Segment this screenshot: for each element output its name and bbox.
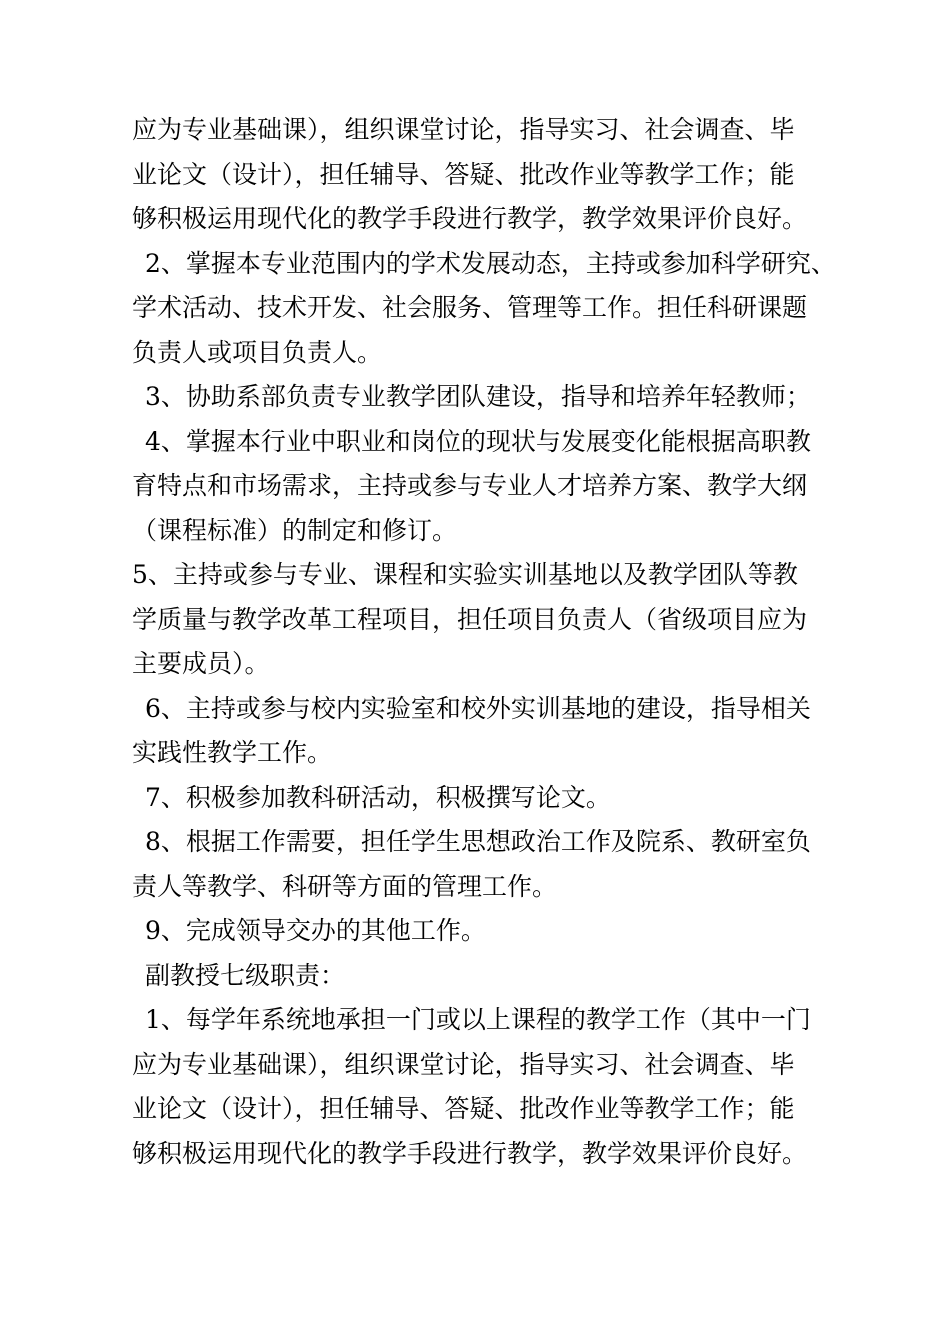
text-line: 3、协助系部负责专业教学团队建设，指导和培养年轻教师； [145,382,811,411]
text-line: 8、根据工作需要，担任学生思想政治工作及院系、教研室负 [145,827,811,856]
text-line: 4、掌握本行业中职业和岗位的现状与发展变化能根据高职教 [145,426,811,456]
text-line: 责人等教学、科研等方面的管理工作。 [132,871,558,901]
text-line: 1、每学年系统地承担一门或以上课程的教学工作（其中一门 [145,1005,811,1034]
text-line: 应为专业基础课），组织课堂讨论，指导实习、社会调查、毕 [132,115,795,144]
text-line: 2、掌握本专业范围内的学术发展动态，主持或参加科学研究、 [145,248,836,278]
text-line: 业论文（设计），担任辅导、答疑、批改作业等教学工作；能 [132,1094,795,1123]
text-line: 学质量与教学改革工程项目，担任项目负责人（省级项目应为 [132,604,808,634]
text-line: 够积极运用现代化的教学手段进行教学，教学效果评价良好。 [132,1138,808,1168]
text-line: 够积极运用现代化的教学手段进行教学，教学效果评价良好。 [132,204,808,233]
text-line: 7、积极参加教科研活动，积极撰写论文。 [145,782,611,812]
text-line: 副教授七级职责： [145,960,346,990]
text-line: 业论文（设计），担任辅导、答疑、批改作业等教学工作；能 [132,159,795,189]
text-line: 9、完成领导交办的其他工作。 [145,916,486,945]
text-line: 育特点和市场需求，主持或参与专业人才培养方案、教学大纲 [132,471,808,500]
text-line: 学术活动、技术开发、社会服务、管理等工作。担任科研课题 [132,293,808,322]
text-line: 5、主持或参与专业、课程和实验实训基地以及教学团队等教 [132,560,798,589]
text-line: 6、主持或参与校内实验室和校外实训基地的建设，指导相关 [145,693,811,723]
text-line: （课程标准）的制定和修订。 [132,515,458,545]
document-body [132,108,836,1176]
text-line: 负责人或项目负责人。 [132,337,383,367]
text-line: 主要成员）。 [132,649,270,678]
text-line: 应为专业基础课），组织课堂讨论，指导实习、社会调查、毕 [132,1049,795,1079]
text-line: 实践性教学工作。 [132,738,333,767]
